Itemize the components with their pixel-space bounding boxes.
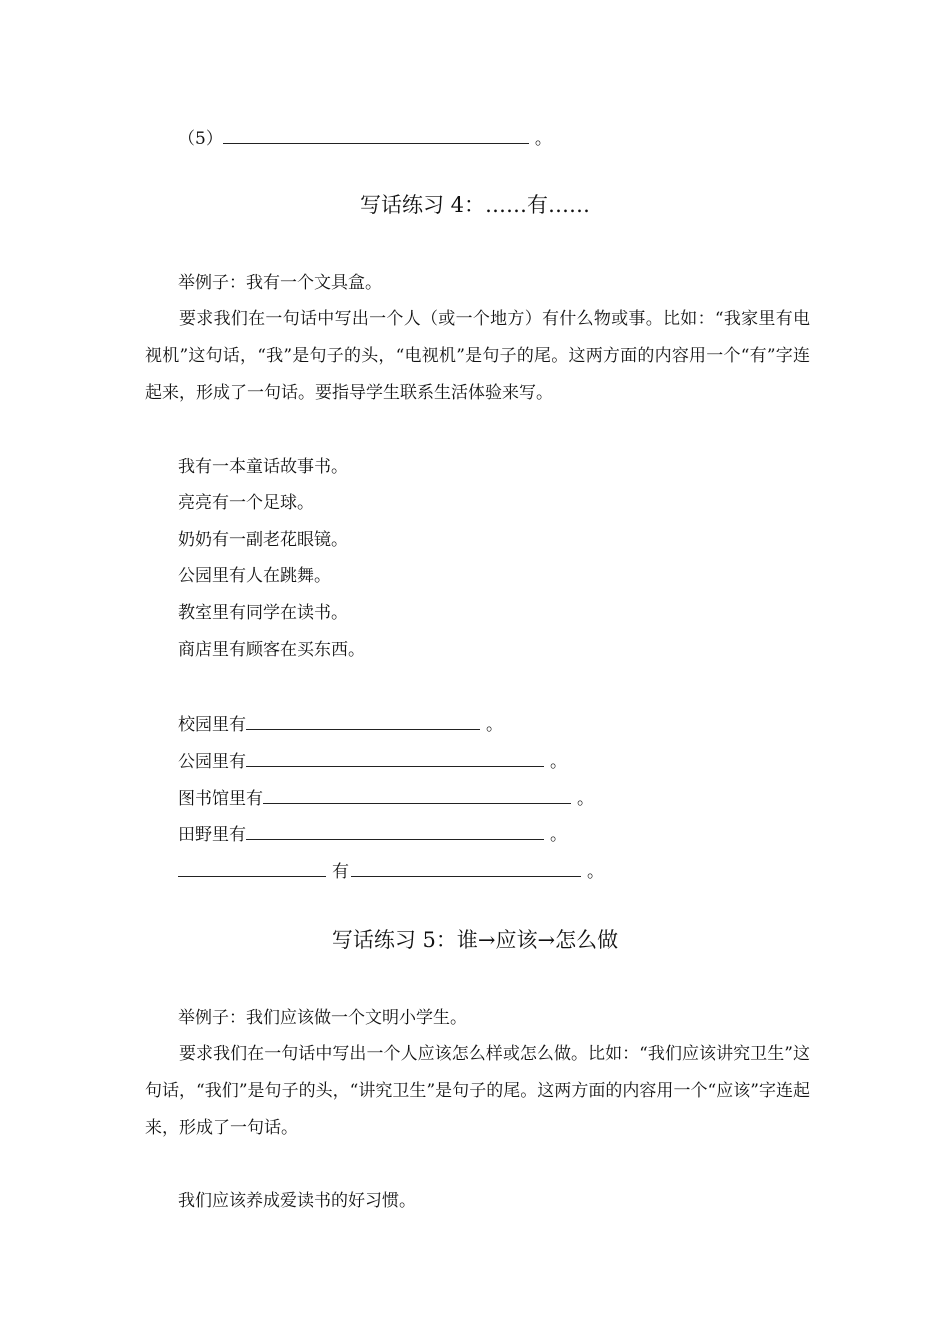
period: 。 bbox=[486, 715, 503, 735]
section5-example: 举例子：我们应该做一个文明小学生。 bbox=[178, 1008, 467, 1028]
example-sentence: 商店里有顾客在买东西。 bbox=[178, 640, 365, 660]
answer-blank[interactable] bbox=[263, 787, 571, 804]
connector-word: 有 bbox=[332, 862, 349, 882]
example-sentence: 我们应该养成爱读书的好习惯。 bbox=[178, 1191, 416, 1211]
fill-in-line bbox=[178, 713, 503, 736]
section5-description: 要求我们在一句话中写出一个人应该怎么样或怎么做。比如：“我们应该讲究卫生”这句话，“我们”是句子的头，“讲究卫生”是句子的尾。这两方面的内容用一个“应该”字连起来，形成了一句话。 bbox=[145, 1044, 810, 1138]
section5-title: 写话练习 5：谁→应该→怎么做 bbox=[331, 928, 619, 952]
fill-in-prefix: 田野里有 bbox=[178, 825, 246, 845]
fill-in-prefix: 图书馆里有 bbox=[178, 789, 263, 809]
fill-in-line bbox=[178, 750, 567, 773]
section4-description: 要求我们在一句话中写出一个人（或一个地方）有什么物或事。比如：“我家里有电视机”这句话，“我”是句子的头，“电视机”是句子的尾。这两方面的内容用一个“有”字连起来，形成了一句话。要指导学生联系生活体验来写。 bbox=[145, 309, 810, 403]
fill-in-prefix: 校园里有 bbox=[178, 715, 246, 735]
answer-blank-object[interactable] bbox=[351, 860, 581, 877]
answer-blank-subject[interactable] bbox=[178, 860, 326, 877]
exercise-line-5-label: （5） bbox=[178, 129, 223, 149]
fill-in-line bbox=[178, 823, 567, 846]
answer-blank[interactable] bbox=[246, 713, 480, 730]
period: 。 bbox=[534, 129, 552, 149]
section4-example: 举例子：我有一个文具盒。 bbox=[178, 273, 382, 293]
period: 。 bbox=[550, 825, 567, 845]
answer-blank[interactable] bbox=[246, 823, 544, 840]
fill-in-prefix: 公园里有 bbox=[178, 752, 246, 772]
example-sentence: 教室里有同学在读书。 bbox=[178, 603, 348, 623]
fill-in-line bbox=[178, 787, 594, 810]
example-sentence: 我有一本童话故事书。 bbox=[178, 457, 348, 477]
answer-blank[interactable] bbox=[246, 750, 544, 767]
section4-title: 写话练习 4：……有…… bbox=[359, 193, 591, 217]
example-sentence: 亮亮有一个足球。 bbox=[178, 493, 314, 513]
exercise-line-5 bbox=[178, 127, 552, 150]
example-sentence: 奶奶有一副老花眼镜。 bbox=[178, 530, 348, 550]
example-sentence: 公园里有人在跳舞。 bbox=[178, 566, 331, 586]
period: 。 bbox=[550, 752, 567, 772]
free-fill-line bbox=[178, 860, 604, 883]
answer-blank[interactable] bbox=[223, 127, 529, 144]
period: 。 bbox=[587, 862, 604, 882]
period: 。 bbox=[577, 789, 594, 809]
